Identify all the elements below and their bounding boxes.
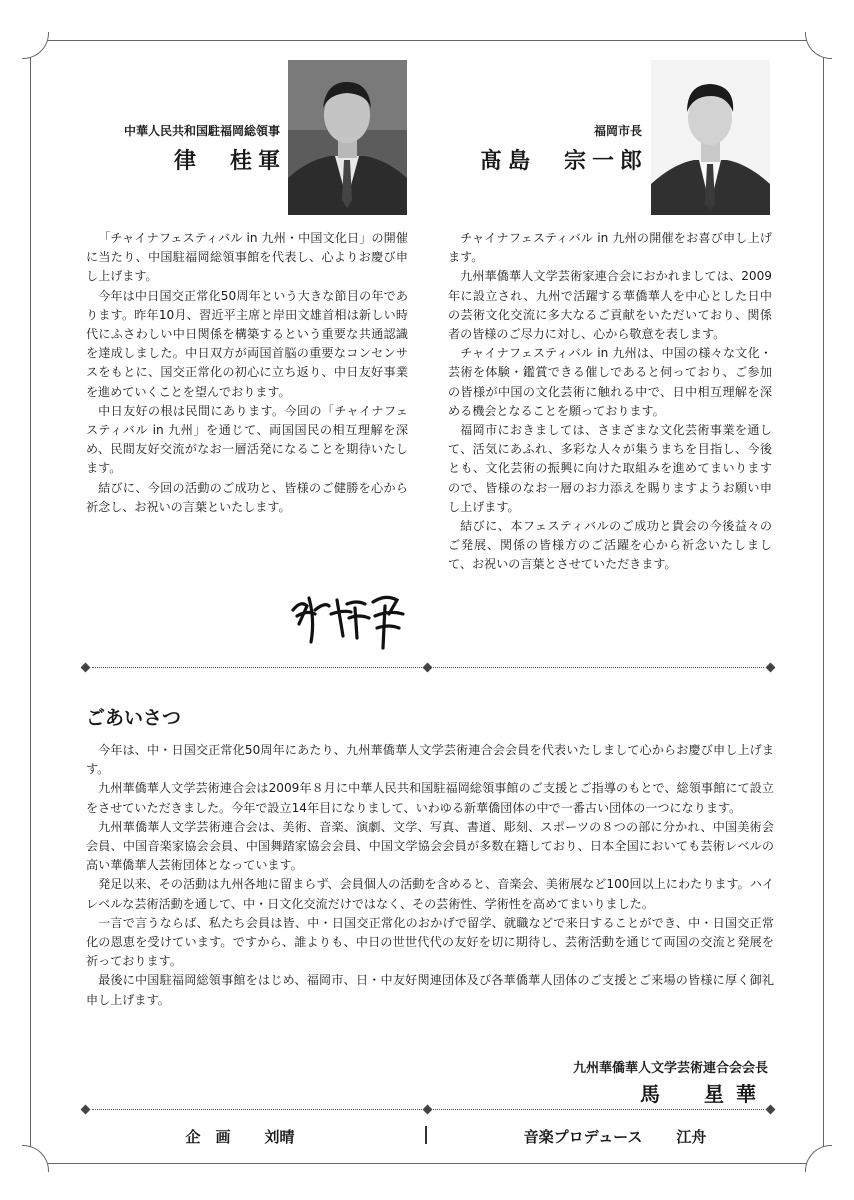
mayor-title: 福岡市長 (593, 124, 642, 138)
music-credit (435, 1126, 795, 1147)
greeting-paragraph: 一言で言うならば、私たち会員は皆、中・日国交正常化のおかげで留学、就職などで来日することができ、中・日国交正常化の恩恵を受けています。ですから、誰よりも、中日の世世代代の友好を切に期待し、芸術活動を通じて両国の交流と発展を祈っております。 (86, 915, 774, 969)
planning-name: 刘晴 (264, 1128, 295, 1146)
music-name: 江舟 (676, 1128, 707, 1146)
greeting-signer-name: 馬 星華 (640, 1082, 768, 1106)
credit-separator (425, 1126, 427, 1144)
consul-name: 律 桂軍 (173, 148, 286, 174)
mayor-message (448, 229, 772, 575)
greeting-paragraph: 九州華僑華人文学芸術連合会は2009年８月に中華人民共和国駐福岡総領事館のご支援とご指導のもとで、総領事館にて設立をさせていただきました。今年で設立14年目になりまして、いわゆる新華僑団体の中で一番古い団体の一つになります。 (86, 781, 774, 815)
planning-credit (60, 1126, 420, 1147)
consul-message (86, 229, 408, 517)
consul-title: 中華人民共和国駐福岡総領事 (123, 124, 280, 138)
mayor-paragraph: 福岡市におきましては、さまざまな文化芸術事業を通して、活気にあふれ、多彩な人々が集うまちを目指し、今後とも、文化芸術の振興に向けた取組みを進めてまいりますので、皆様のなお一層のお力添えを賜りますようお願い申し上げます。 (448, 423, 772, 514)
mayor-photo (651, 60, 770, 215)
consul-paragraph: 結びに、今回の活動のご成功と、皆様のご健勝を心から祈念し、お祝いの言葉といたします。 (86, 480, 408, 514)
greeting-paragraph: 九州華僑華人文学芸術連合会は、美術、音楽、演劇、文学、写真、書道、彫刻、スポーツの８つの部に分かれ、中国美術会会員、中国音楽家協会会員、中国舞踏家協会会員、中国文学協会会員が多数在籍しており、日本全国においても芸術レベルの高い華僑華人芸術団体となっています。 (86, 819, 774, 873)
mayor-paragraph: 結びに、本フェスティバルのご成功と貴会の今後益々のご発展、関係の皆様方のご活躍を心から祈念いたしまして、お祝いの言葉とさせていただきます。 (448, 519, 772, 572)
greeting-heading: ごあいさつ (86, 707, 182, 729)
mayor-paragraph: 九州華僑華人文学芸術家連合会におかれましては、2009年に設立され、九州で活躍する華僑華人を中心とした日中の芸術文化交流に多大なるご貢献をいただいており、関係者の皆様のご尽力に対し、心から敬意を表します。 (448, 269, 772, 342)
footer-divider (82, 1106, 774, 1114)
consul-portrait-image (288, 60, 407, 215)
planning-label: 企 画 (185, 1128, 231, 1146)
credits (60, 1120, 794, 1150)
greeting-paragraph: 発足以来、その活動は九州各地に留まらず、会員個人の活動を含めると、音楽会、美術展など100回以上にわたります。ハイレベルな芸術活動を通して、中・日文化交流だけではなく、その芸術性、学術性を高めてまいりました。 (86, 877, 774, 911)
mayor-paragraph: チャイナフェスティバル in 九州は、中国の様々な文化・芸術を体験・鑑賞できる催しであると伺っており、ご参加の皆様が中国の文化芸術に触れる中で、日中相互理解を深める機会となることを願っております。 (448, 346, 772, 418)
mayor-portrait-image (651, 60, 770, 215)
music-label: 音楽プロデュース (523, 1128, 643, 1146)
consul-signature (285, 580, 415, 650)
mayor-paragraph: チャイナフェスティバル in 九州の開催をお喜び申し上げます。 (448, 231, 772, 265)
consul-paragraph: 「チャイナフェスティバル in 九州・中国文化日」の開催に当たり、中国駐福岡総領事館を代表し、心よりお慶び申し上げます。 (86, 231, 408, 284)
consul-paragraph: 中日友好の根は民間にあります。今回の「チャイナフェスティバル in 九州」を通じて、両国国民の相互理解を深め、民間友好交流がなお一層活発になることを期待いたします。 (86, 403, 408, 476)
greeting-signer-title: 九州華僑華人文学芸術連合会会長 (572, 1061, 768, 1076)
section-divider (82, 664, 774, 672)
consul-photo (288, 60, 407, 215)
greeting-paragraph: 最後に中国駐福岡総領事館をはじめ、福岡市、日・中友好関連団体及び各華僑華人団体のご支援とご来場の皆様に厚く御礼申し上げます。 (86, 973, 774, 1007)
consul-paragraph: 今年は中日国交正常化50周年という大きな節目の年であります。昨年10月、習近平主席と岸田文雄首相は新しい時代にふさわしい中日関係を構築するという重要な共通認識を達成しました。中日双方が両国首脳の重要なコンセンサスをもとに、国交正常化の初心に立ち返り、中日友好事業を進めていくことを望んでおります。 (86, 288, 408, 399)
greeting-message (86, 741, 774, 1010)
mayor-name: 髙島 宗一郎 (479, 148, 648, 174)
greeting-paragraph: 今年は、中・日国交正常化50周年にあたり、九州華僑華人文学芸術連合会会員を代表いたしまして心からお慶び申し上げます。 (86, 743, 774, 777)
